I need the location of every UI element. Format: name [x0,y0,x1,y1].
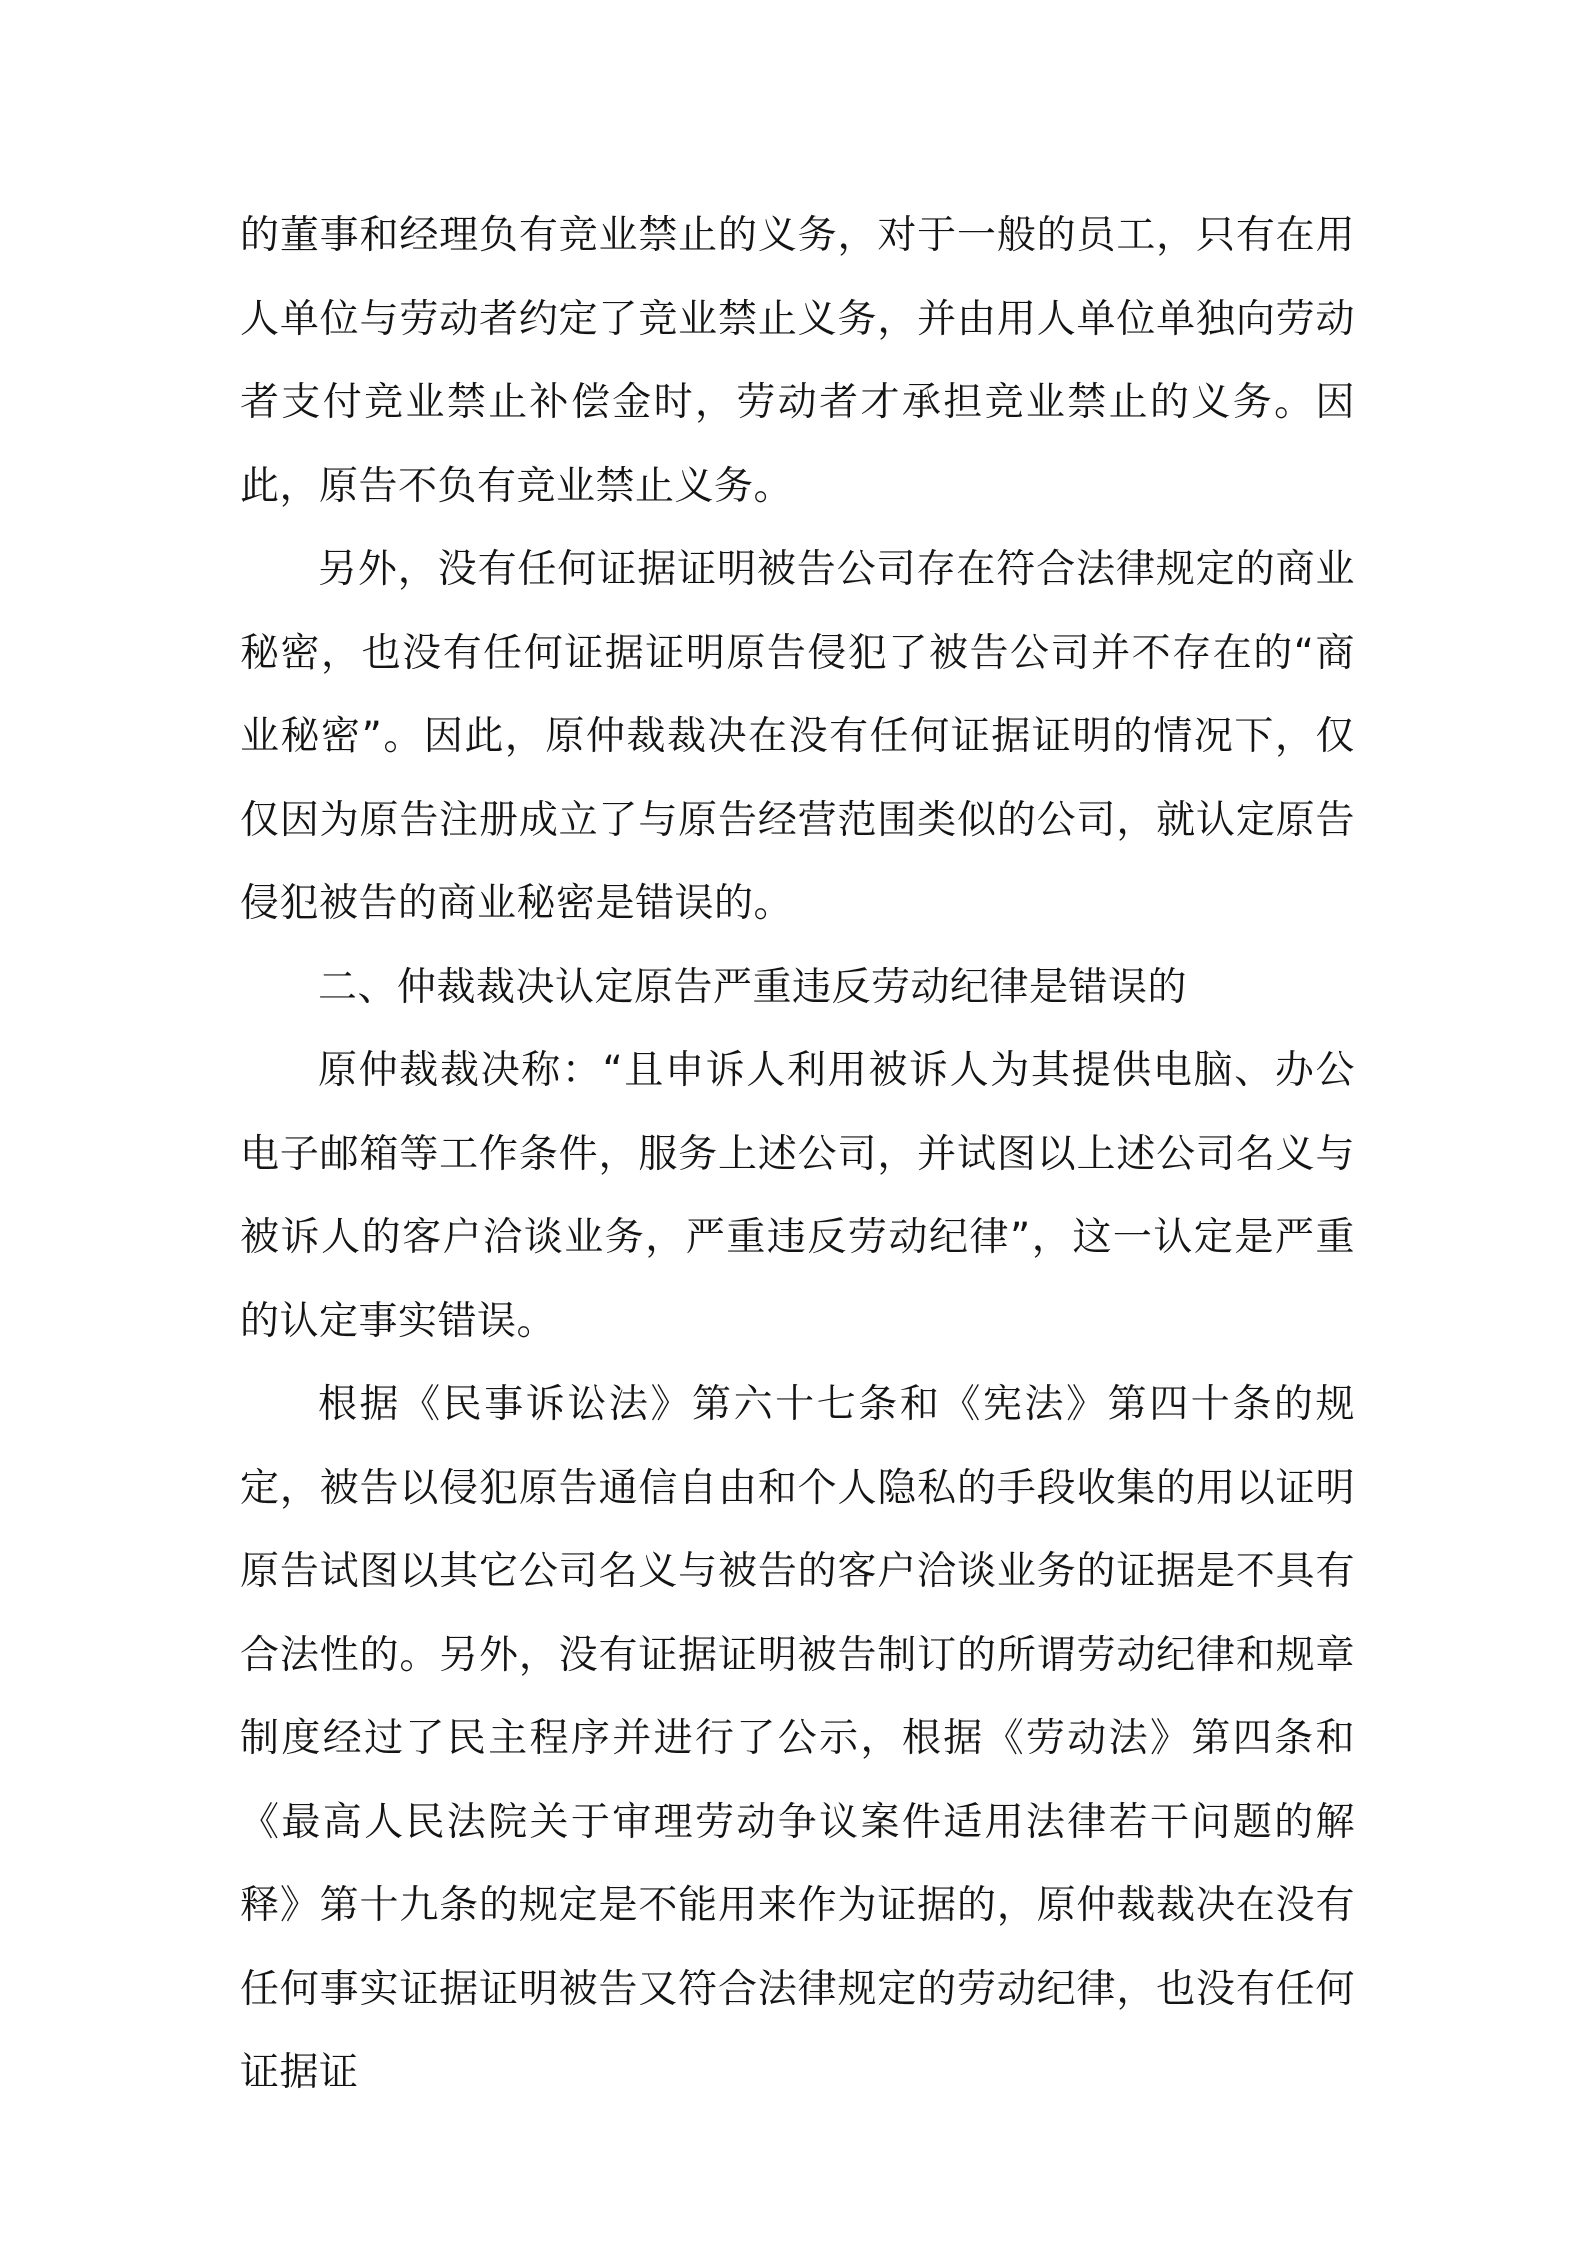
paragraph-arbitration-quote: 原仲裁裁决称：“且申诉人利用被诉人为其提供电脑、办公电子邮箱等工作条件，服务上述公司，并试图以上述公司名义与被诉人的客户洽谈业务，严重违反劳动纪律”，这一认定是严重的认定事实错误。 [240,1048,1355,1344]
paragraph-non-compete: 的董事和经理负有竞业禁止的义务，对于一般的员工，只有在用人单位与劳动者约定了竞业禁止义务，并由用人单位单独向劳动者支付竞业禁止补偿金时，劳动者才承担竞业禁止的义务。因此，原告不负有竞业禁止义务。 [240,213,1355,509]
document-body [240,194,1355,2115]
section-heading-labor-discipline: 二、仲裁裁决认定原告严重违反劳动纪律是错误的 [318,964,1188,1010]
paragraph-trade-secret: 另外，没有任何证据证明被告公司存在符合法律规定的商业秘密，也没有任何证据证明原告侵犯了被告公司并不存在的“商业秘密”。因此，原仲裁裁决在没有任何证据证明的情况下，仅仅因为原告注册成立了与原告经营范围类似的公司，就认定原告侵犯被告的商业秘密是错误的。 [240,547,1355,926]
paragraph-legal-basis: 根据《民事诉讼法》第六十七条和《宪法》第四十条的规定，被告以侵犯原告通信自由和个人隐私的手段收集的用以证明原告试图以其它公司名义与被告的客户洽谈业务的证据是不具有合法性的。另外，没有证据证明被告制订的所谓劳动纪律和规章制度经过了民主程序并进行了公示，根据《劳动法》第四条和《最高人民法院关于审理劳动争议案件适用法律若干问题的解释》第十九条的规定是不能用来作为证据的，原仲裁裁决在没有任何事实证据证明被告又符合法律规定的劳动纪律，也没有任何证据证 [240,1382,1355,2095]
